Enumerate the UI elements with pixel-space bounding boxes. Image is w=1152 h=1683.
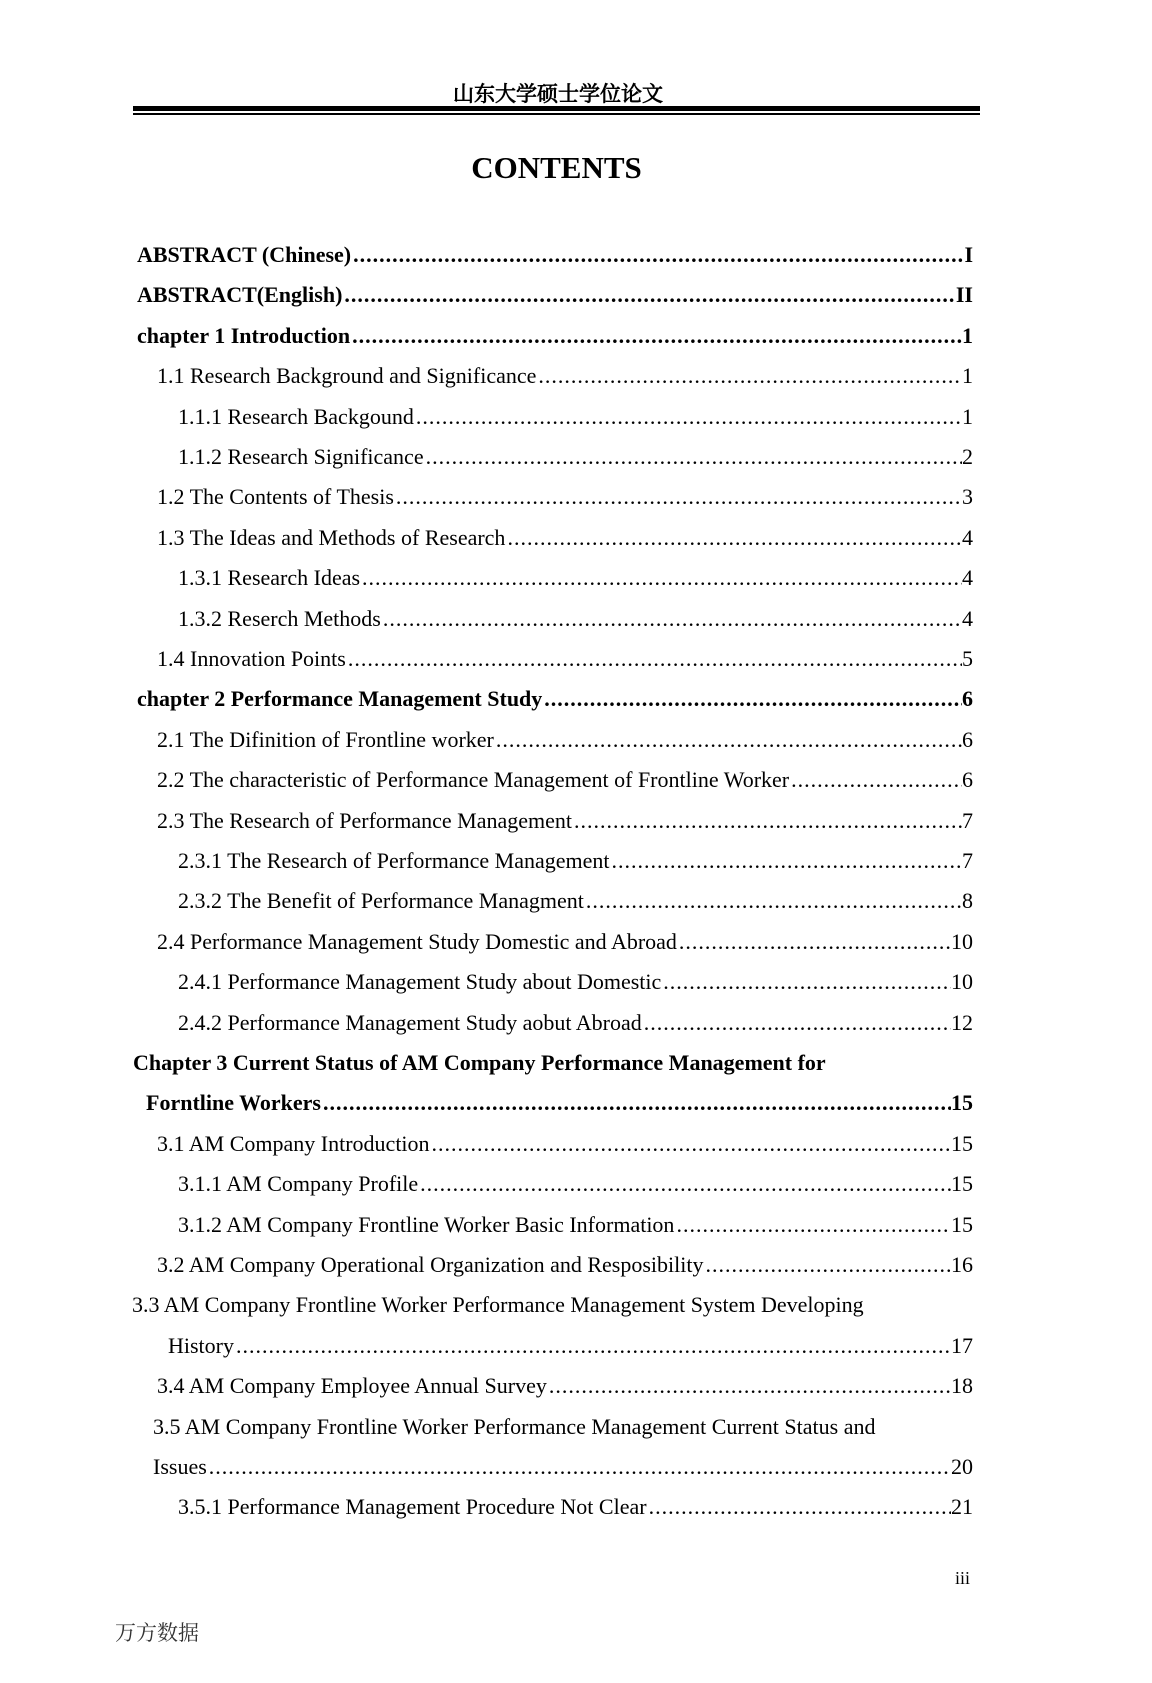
toc-entry-title: 3.2 AM Company Operational Organization and Resposibility — [157, 1252, 704, 1277]
toc-entry-title: 2.4.2 Performance Management Study aobut Abroad — [178, 1009, 642, 1035]
toc-entry-title: 2.1 The Difinition of Frontline worker — [157, 726, 494, 752]
toc-entry-page: 15 — [951, 1211, 973, 1237]
toc-entry-title: chapter 2 Performance Management Study — [137, 686, 543, 712]
dot-leader — [494, 720, 962, 760]
header-rule-thin — [133, 113, 980, 115]
toc-entry[interactable] — [157, 639, 973, 679]
toc-entry-page: 8 — [962, 888, 973, 914]
toc-entry[interactable] — [157, 922, 973, 962]
toc-entry-page: 7 — [962, 848, 973, 873]
toc-entry[interactable] — [168, 1326, 973, 1366]
toc-entry-title: 1.1.2 Research Significance — [178, 444, 424, 469]
toc-entry[interactable] — [178, 558, 973, 598]
toc-entry[interactable] — [153, 1407, 875, 1447]
dot-leader — [414, 397, 962, 437]
dot-leader — [394, 477, 962, 517]
dot-leader — [350, 316, 962, 356]
toc-entry[interactable] — [178, 1164, 973, 1204]
dot-leader — [351, 235, 964, 275]
toc-entry[interactable] — [178, 962, 973, 1002]
toc-entry-page: 1 — [962, 403, 973, 429]
toc-entry-title: 2.2 The characteristic of Performance Management of Frontline Worker — [157, 767, 790, 793]
toc-entry-title: ABSTRACT (Chinese) — [137, 242, 352, 267]
dot-leader — [542, 679, 962, 719]
toc-entry-page: 20 — [951, 1454, 973, 1479]
dot-leader — [661, 962, 951, 1002]
toc-entry[interactable] — [157, 356, 973, 396]
dot-leader — [536, 356, 962, 396]
toc-entry-title: 1.1.1 Research Backgound — [178, 403, 414, 429]
toc-entry[interactable] — [178, 841, 973, 881]
toc-entry-page: 6 — [962, 726, 973, 752]
toc-entry[interactable] — [178, 1487, 973, 1527]
toc-entry-title: 1.3 The Ideas and Methods of Research — [157, 524, 506, 550]
toc-entry[interactable] — [157, 801, 973, 841]
toc-entry-page: II — [955, 282, 973, 308]
toc-entry[interactable] — [178, 599, 973, 639]
toc-entry-page: 4 — [962, 524, 973, 550]
toc-entry[interactable] — [178, 437, 973, 477]
toc-entry-title: Issues — [153, 1454, 207, 1479]
toc-entry-title: 3.1.1 AM Company Profile — [178, 1171, 419, 1197]
page-number: iii — [955, 1568, 971, 1588]
toc-entry-page: 18 — [951, 1373, 973, 1399]
dot-leader — [360, 558, 962, 598]
toc-entry-page: 21 — [951, 1494, 973, 1520]
toc-entry-title: chapter 1 Introduction — [137, 322, 351, 348]
toc-entry[interactable] — [157, 518, 973, 558]
dot-leader — [346, 639, 962, 679]
dot-leader — [234, 1326, 951, 1366]
toc-entry-page: 6 — [962, 686, 973, 712]
toc-entry-title: 3.5.1 Performance Management Procedure Not Clear — [178, 1494, 647, 1520]
toc-entry[interactable] — [132, 1285, 864, 1325]
toc-entry-page: 16 — [951, 1252, 973, 1277]
toc-entry[interactable] — [153, 1447, 973, 1487]
toc-entry-page: 7 — [962, 807, 973, 833]
dot-leader — [505, 518, 962, 558]
dot-leader — [321, 1083, 951, 1123]
toc-entry-title: 1.4 Innovation Points — [157, 646, 346, 671]
toc-entry-title: Chapter 3 Current Status of AM Company Performance Management for — [133, 1050, 826, 1075]
toc-entry-page: 3 — [962, 484, 973, 510]
toc-entry-title: 2.3.1 The Research of Performance Management — [178, 848, 610, 873]
toc-entry-page: 15 — [951, 1171, 973, 1197]
dot-leader — [430, 1124, 951, 1164]
toc-entry-page: 6 — [962, 767, 973, 793]
toc-entry-page: 15 — [951, 1090, 973, 1116]
toc-entry-page: 4 — [962, 605, 973, 631]
toc-entry-title: 1.2 The Contents of Thesis — [157, 484, 394, 510]
toc-entry-title: 3.4 AM Company Employee Annual Survey — [157, 1373, 547, 1399]
dot-leader — [642, 1003, 951, 1043]
dot-leader — [342, 275, 955, 315]
toc-entry-title: 3.5 AM Company Frontline Worker Performance Management Current Status and — [153, 1413, 876, 1439]
toc-entry[interactable] — [137, 679, 973, 719]
dot-leader — [647, 1487, 951, 1527]
toc-entry-title: 2.4.1 Performance Management Study about Domestic — [178, 969, 662, 995]
page-title: CONTENTS — [471, 150, 642, 185]
dot-leader — [789, 760, 962, 800]
toc-entry-page: 17 — [951, 1332, 973, 1358]
toc-entry-title: 3.1 AM Company Introduction — [157, 1130, 430, 1156]
toc-entry[interactable] — [178, 1205, 973, 1245]
toc-entry[interactable] — [178, 881, 973, 921]
toc-entry-title: 1.3.1 Research Ideas — [178, 565, 361, 591]
dot-leader — [418, 1164, 951, 1204]
running-header: 山东大学硕士学位论文 — [453, 82, 663, 106]
dot-leader — [674, 1205, 951, 1245]
toc-entry[interactable] — [157, 720, 973, 760]
toc-entry[interactable] — [137, 316, 973, 356]
toc-entry-page: 2 — [962, 444, 973, 469]
toc-entry[interactable] — [146, 1083, 973, 1123]
toc-entry-title: 1.3.2 Reserch Methods — [178, 605, 381, 631]
dot-leader — [677, 922, 951, 962]
dot-leader — [547, 1366, 951, 1406]
toc-entry-title: 3.1.2 AM Company Frontline Worker Basic Information — [178, 1211, 675, 1237]
toc-entry-page: 15 — [951, 1130, 973, 1156]
dot-leader — [703, 1245, 951, 1285]
toc-entry-title: History — [168, 1332, 234, 1358]
toc-entry-title: 2.3.2 The Benefit of Performance Managment — [178, 888, 584, 914]
toc-entry-page: 4 — [962, 565, 973, 591]
dot-leader — [424, 437, 962, 477]
toc-entry-page: 12 — [951, 1009, 973, 1035]
toc-entry-title: 2.4 Performance Management Study Domestic and Abroad — [157, 928, 677, 954]
toc-entry[interactable] — [137, 235, 973, 275]
toc-entry-title: Forntline Workers — [146, 1090, 321, 1116]
toc-entry[interactable] — [157, 1245, 973, 1285]
toc-entry-page: 1 — [962, 363, 973, 389]
toc-entry[interactable] — [178, 397, 973, 437]
toc-entry[interactable] — [157, 1366, 973, 1406]
toc-entry[interactable] — [137, 275, 973, 315]
toc-entry-page: 1 — [962, 322, 973, 348]
toc-entry-title: 3.3 AM Company Frontline Worker Performance Management System Developing — [132, 1292, 864, 1318]
dot-leader — [584, 881, 962, 921]
dot-leader — [207, 1447, 951, 1487]
toc-entry[interactable] — [157, 477, 973, 517]
toc-entry[interactable] — [133, 1043, 826, 1083]
toc-entry[interactable] — [157, 760, 973, 800]
toc-entry-page: I — [964, 242, 973, 267]
toc-entry-page: 5 — [962, 646, 973, 671]
dot-leader — [572, 801, 962, 841]
toc-entry-page: 10 — [951, 928, 973, 954]
toc-entry-page: 10 — [951, 969, 973, 995]
toc-entry-title: ABSTRACT(English) — [137, 282, 343, 308]
dot-leader — [609, 841, 962, 881]
toc-entry[interactable] — [178, 1003, 973, 1043]
watermark: 万方数据 — [115, 1621, 199, 1645]
dot-leader — [381, 599, 962, 639]
toc-entry[interactable] — [157, 1124, 973, 1164]
toc-entry-title: 1.1 Research Background and Significance — [157, 363, 537, 389]
header-rule-thick — [133, 106, 980, 111]
toc-entry-title: 2.3 The Research of Performance Management — [157, 807, 572, 833]
